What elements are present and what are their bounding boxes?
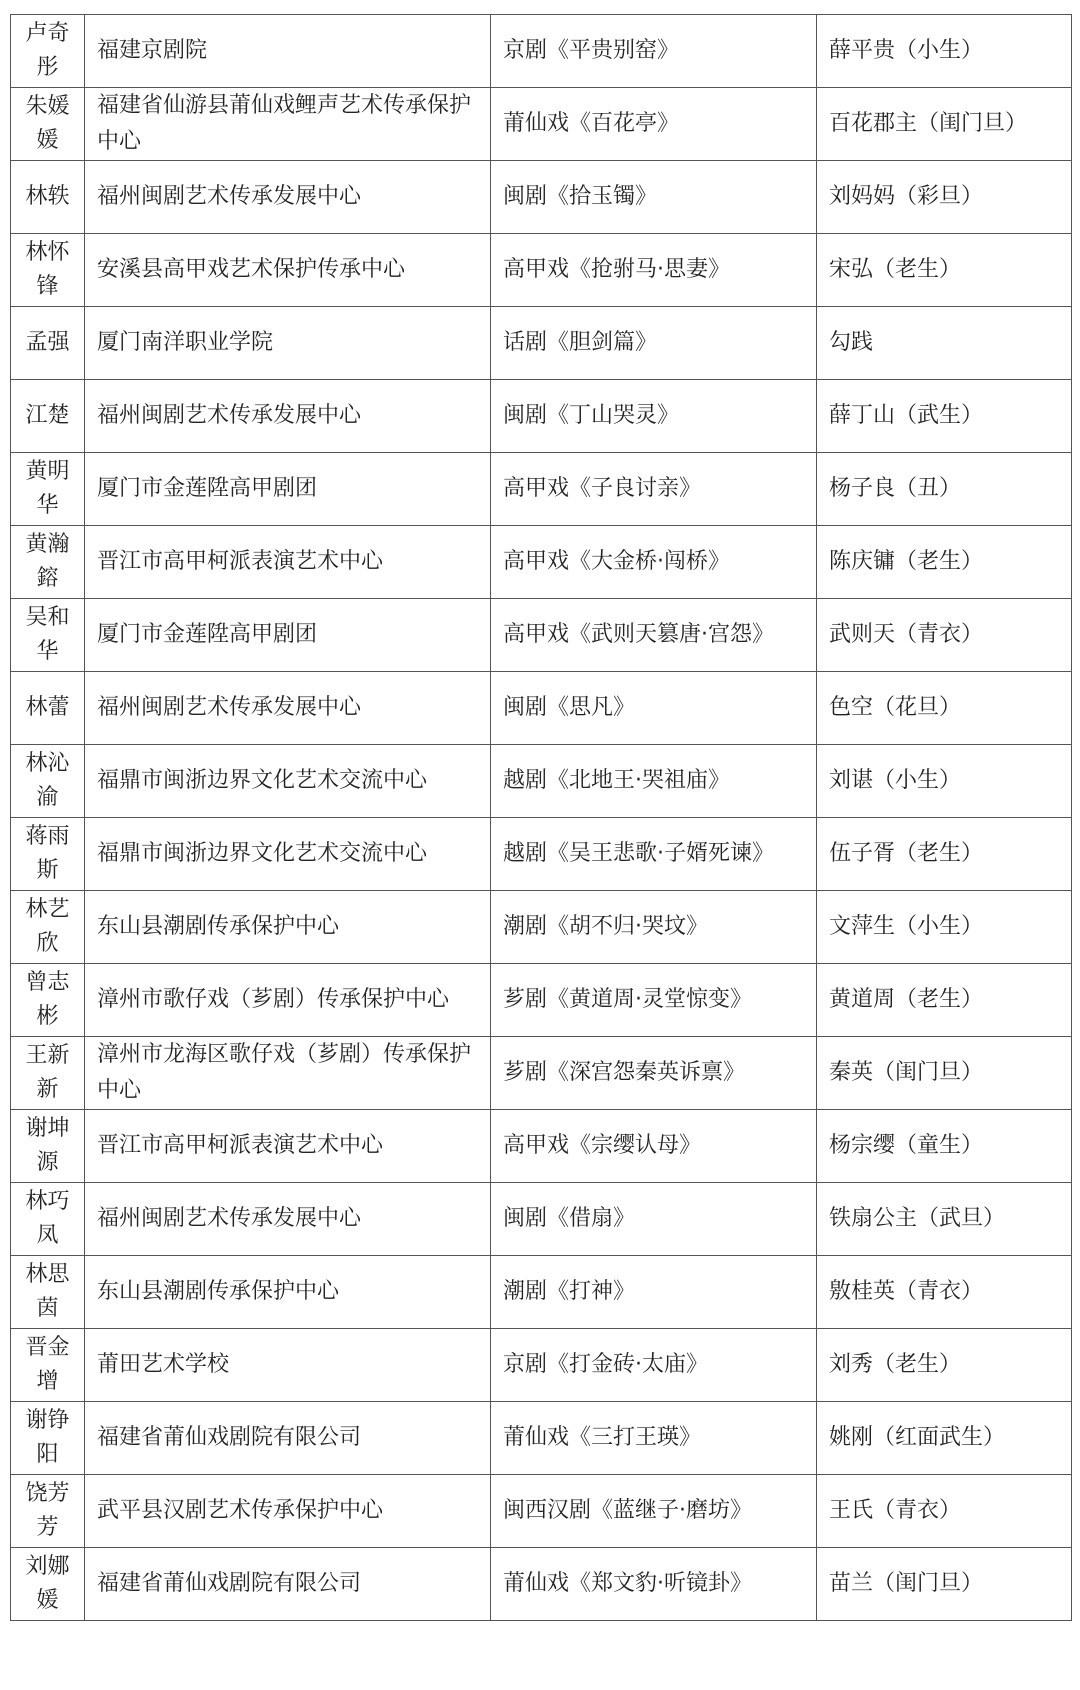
- role-cell: 刘妈妈（彩旦）: [817, 161, 1072, 234]
- performer-name-cell: 蒋雨斯: [11, 818, 85, 891]
- role-cell: 武则天（青衣）: [817, 599, 1072, 672]
- performer-name-cell: 黄明华: [11, 453, 85, 526]
- play-title-cell: 闽剧《借扇》: [491, 1183, 817, 1256]
- role-cell: 铁扇公主（武旦）: [817, 1183, 1072, 1256]
- organization-cell: 福建省莆仙戏剧院有限公司: [85, 1402, 491, 1475]
- role-cell: 宋弘（老生）: [817, 234, 1072, 307]
- role-cell: 勾践: [817, 307, 1072, 380]
- organization-cell: 福建省莆仙戏剧院有限公司: [85, 1548, 491, 1621]
- role-cell: 杨宗缨（童生）: [817, 1110, 1072, 1183]
- play-title-cell: 莆仙戏《三打王瑛》: [491, 1402, 817, 1475]
- performer-name-cell: 刘娜媛: [11, 1548, 85, 1621]
- table-row: [11, 526, 1072, 599]
- organization-cell: 东山县潮剧传承保护中心: [85, 891, 491, 964]
- organization-cell: 福州闽剧艺术传承发展中心: [85, 672, 491, 745]
- organization-cell: 福州闽剧艺术传承发展中心: [85, 161, 491, 234]
- performer-name-cell: 吴和华: [11, 599, 85, 672]
- organization-cell: 漳州市龙海区歌仔戏（芗剧）传承保护中心: [85, 1037, 491, 1110]
- performer-table-container: [10, 14, 1071, 1621]
- role-cell: 色空（花旦）: [817, 672, 1072, 745]
- table-row: [11, 745, 1072, 818]
- role-cell: 伍子胥（老生）: [817, 818, 1072, 891]
- organization-cell: 福鼎市闽浙边界文化艺术交流中心: [85, 818, 491, 891]
- table-row: [11, 88, 1072, 161]
- play-title-cell: 潮剧《胡不归·哭坟》: [491, 891, 817, 964]
- play-title-cell: 高甲戏《大金桥·闯桥》: [491, 526, 817, 599]
- performer-name-cell: 林蕾: [11, 672, 85, 745]
- play-title-cell: 闽西汉剧《蓝继子·磨坊》: [491, 1475, 817, 1548]
- organization-cell: 晋江市高甲柯派表演艺术中心: [85, 1110, 491, 1183]
- play-title-cell: 闽剧《丁山哭灵》: [491, 380, 817, 453]
- play-title-cell: 越剧《北地王·哭祖庙》: [491, 745, 817, 818]
- table-row: [11, 1548, 1072, 1621]
- table-row: [11, 818, 1072, 891]
- play-title-cell: 越剧《吴王悲歌·子婿死谏》: [491, 818, 817, 891]
- role-cell: 刘秀（老生）: [817, 1329, 1072, 1402]
- organization-cell: 福鼎市闽浙边界文化艺术交流中心: [85, 745, 491, 818]
- role-cell: 陈庆镛（老生）: [817, 526, 1072, 599]
- play-title-cell: 莆仙戏《百花亭》: [491, 88, 817, 161]
- performer-name-cell: 谢铮阳: [11, 1402, 85, 1475]
- table-row: [11, 1329, 1072, 1402]
- role-cell: 薛平贵（小生）: [817, 15, 1072, 88]
- table-row: [11, 1183, 1072, 1256]
- performer-name-cell: 江楚: [11, 380, 85, 453]
- play-title-cell: 芗剧《黄道周·灵堂惊变》: [491, 964, 817, 1037]
- organization-cell: 漳州市歌仔戏（芗剧）传承保护中心: [85, 964, 491, 1037]
- table-row: [11, 1037, 1072, 1110]
- table-row: [11, 599, 1072, 672]
- performer-name-cell: 林思茵: [11, 1256, 85, 1329]
- role-cell: 王氏（青衣）: [817, 1475, 1072, 1548]
- table-row: [11, 1402, 1072, 1475]
- play-title-cell: 潮剧《打神》: [491, 1256, 817, 1329]
- organization-cell: 莆田艺术学校: [85, 1329, 491, 1402]
- organization-cell: 晋江市高甲柯派表演艺术中心: [85, 526, 491, 599]
- play-title-cell: 芗剧《深宫怨秦英诉禀》: [491, 1037, 817, 1110]
- performer-table: [10, 14, 1072, 1621]
- table-row: [11, 307, 1072, 380]
- performer-name-cell: 黄瀚鎔: [11, 526, 85, 599]
- play-title-cell: 高甲戏《抢驸马·思妻》: [491, 234, 817, 307]
- role-cell: 敫桂英（青衣）: [817, 1256, 1072, 1329]
- organization-cell: 福州闽剧艺术传承发展中心: [85, 380, 491, 453]
- organization-cell: 安溪县高甲戏艺术保护传承中心: [85, 234, 491, 307]
- table-row: [11, 15, 1072, 88]
- play-title-cell: 莆仙戏《郑文豹·听镜卦》: [491, 1548, 817, 1621]
- table-row: [11, 234, 1072, 307]
- performer-name-cell: 林巧凤: [11, 1183, 85, 1256]
- table-row: [11, 1256, 1072, 1329]
- table-body: [11, 15, 1072, 1621]
- organization-cell: 厦门南洋职业学院: [85, 307, 491, 380]
- role-cell: 苗兰（闺门旦）: [817, 1548, 1072, 1621]
- performer-name-cell: 林沁渝: [11, 745, 85, 818]
- role-cell: 黄道周（老生）: [817, 964, 1072, 1037]
- play-title-cell: 闽剧《拾玉镯》: [491, 161, 817, 234]
- play-title-cell: 高甲戏《武则天篡唐·宫怨》: [491, 599, 817, 672]
- table-row: [11, 964, 1072, 1037]
- performer-name-cell: 饶芳芳: [11, 1475, 85, 1548]
- table-row: [11, 453, 1072, 526]
- play-title-cell: 话剧《胆剑篇》: [491, 307, 817, 380]
- play-title-cell: 高甲戏《宗缨认母》: [491, 1110, 817, 1183]
- performer-name-cell: 谢坤源: [11, 1110, 85, 1183]
- play-title-cell: 闽剧《思凡》: [491, 672, 817, 745]
- organization-cell: 福建省仙游县莆仙戏鲤声艺术传承保护中心: [85, 88, 491, 161]
- table-row: [11, 672, 1072, 745]
- table-row: [11, 161, 1072, 234]
- role-cell: 姚刚（红面武生）: [817, 1402, 1072, 1475]
- performer-name-cell: 曾志彬: [11, 964, 85, 1037]
- performer-name-cell: 朱媛媛: [11, 88, 85, 161]
- table-row: [11, 380, 1072, 453]
- performer-name-cell: 王新新: [11, 1037, 85, 1110]
- role-cell: 秦英（闺门旦）: [817, 1037, 1072, 1110]
- performer-name-cell: 林轶: [11, 161, 85, 234]
- performer-name-cell: 晋金增: [11, 1329, 85, 1402]
- table-row: [11, 1475, 1072, 1548]
- role-cell: 薛丁山（武生）: [817, 380, 1072, 453]
- performer-name-cell: 卢奇彤: [11, 15, 85, 88]
- organization-cell: 福建京剧院: [85, 15, 491, 88]
- organization-cell: 厦门市金莲陞高甲剧团: [85, 599, 491, 672]
- organization-cell: 东山县潮剧传承保护中心: [85, 1256, 491, 1329]
- play-title-cell: 京剧《平贵别窑》: [491, 15, 817, 88]
- table-row: [11, 1110, 1072, 1183]
- table-row: [11, 891, 1072, 964]
- performer-name-cell: 林艺欣: [11, 891, 85, 964]
- role-cell: 文萍生（小生）: [817, 891, 1072, 964]
- performer-name-cell: 林怀锋: [11, 234, 85, 307]
- role-cell: 百花郡主（闺门旦）: [817, 88, 1072, 161]
- organization-cell: 厦门市金莲陞高甲剧团: [85, 453, 491, 526]
- organization-cell: 福州闽剧艺术传承发展中心: [85, 1183, 491, 1256]
- role-cell: 杨子良（丑）: [817, 453, 1072, 526]
- performer-name-cell: 孟强: [11, 307, 85, 380]
- play-title-cell: 高甲戏《子良讨亲》: [491, 453, 817, 526]
- organization-cell: 武平县汉剧艺术传承保护中心: [85, 1475, 491, 1548]
- play-title-cell: 京剧《打金砖·太庙》: [491, 1329, 817, 1402]
- role-cell: 刘谌（小生）: [817, 745, 1072, 818]
